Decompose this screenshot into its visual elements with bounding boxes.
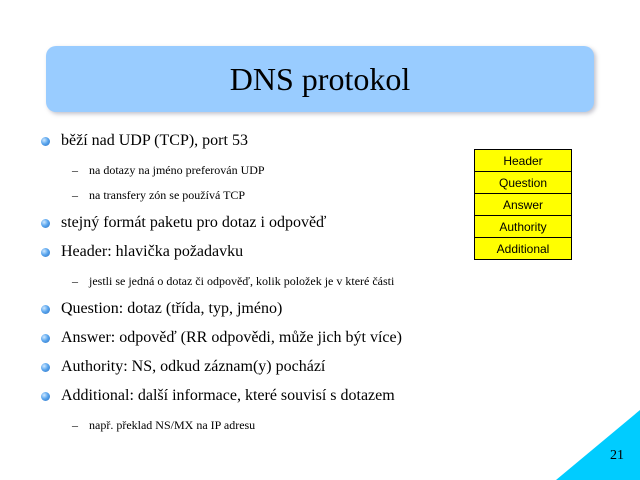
bullet-icon — [41, 334, 50, 343]
page-number: 21 — [610, 448, 624, 463]
slide-title: DNS protokol — [229, 60, 411, 97]
bullet-icon — [41, 305, 50, 314]
sub-bullet-text: jestli se jedná o dotaz či odpověď, kolik položek je v které části — [89, 274, 395, 288]
bullet-text: Answer: odpověď (RR odpovědi, může jich být více) — [61, 329, 402, 346]
bullet-text: Question: dotaz (třída, typ, jméno) — [61, 300, 283, 317]
bullet-icon — [41, 219, 50, 228]
bullet-text: Authority: NS, odkud záznam(y) pochází — [61, 358, 326, 375]
bullet-icon — [41, 248, 50, 257]
sub-bullet-text: na dotazy na jméno preferován UDP — [89, 163, 265, 177]
sub-bullet-marker: – — [72, 418, 78, 432]
sub-bullet-marker: – — [72, 188, 78, 202]
corner-accent-triangle — [556, 410, 640, 480]
bullet-icon — [41, 392, 50, 401]
packet-section-answer: Answer — [474, 193, 572, 216]
sub-bullet-text: např. překlad NS/MX na IP adresu — [89, 418, 256, 432]
sub-bullet-text: na transfery zón se používá TCP — [89, 188, 246, 202]
packet-section-additional: Additional — [474, 237, 572, 260]
bullet-text: stejný formát paketu pro dotaz i odpověď — [61, 214, 327, 231]
dns-packet-diagram — [474, 149, 572, 260]
bullet-text: běží nad UDP (TCP), port 53 — [61, 132, 248, 149]
bullet-icon — [41, 137, 50, 146]
sub-bullet-marker: – — [72, 163, 78, 177]
bullet-text: Header: hlavička požadavku — [61, 243, 244, 260]
sub-bullet-marker: – — [72, 274, 78, 288]
packet-section-header: Header — [474, 149, 572, 172]
packet-section-question: Question — [474, 171, 572, 194]
bullet-text: Additional: další informace, které souvisí s dotazem — [61, 387, 395, 404]
bullet-icon — [41, 363, 50, 372]
packet-section-authority: Authority — [474, 215, 572, 238]
